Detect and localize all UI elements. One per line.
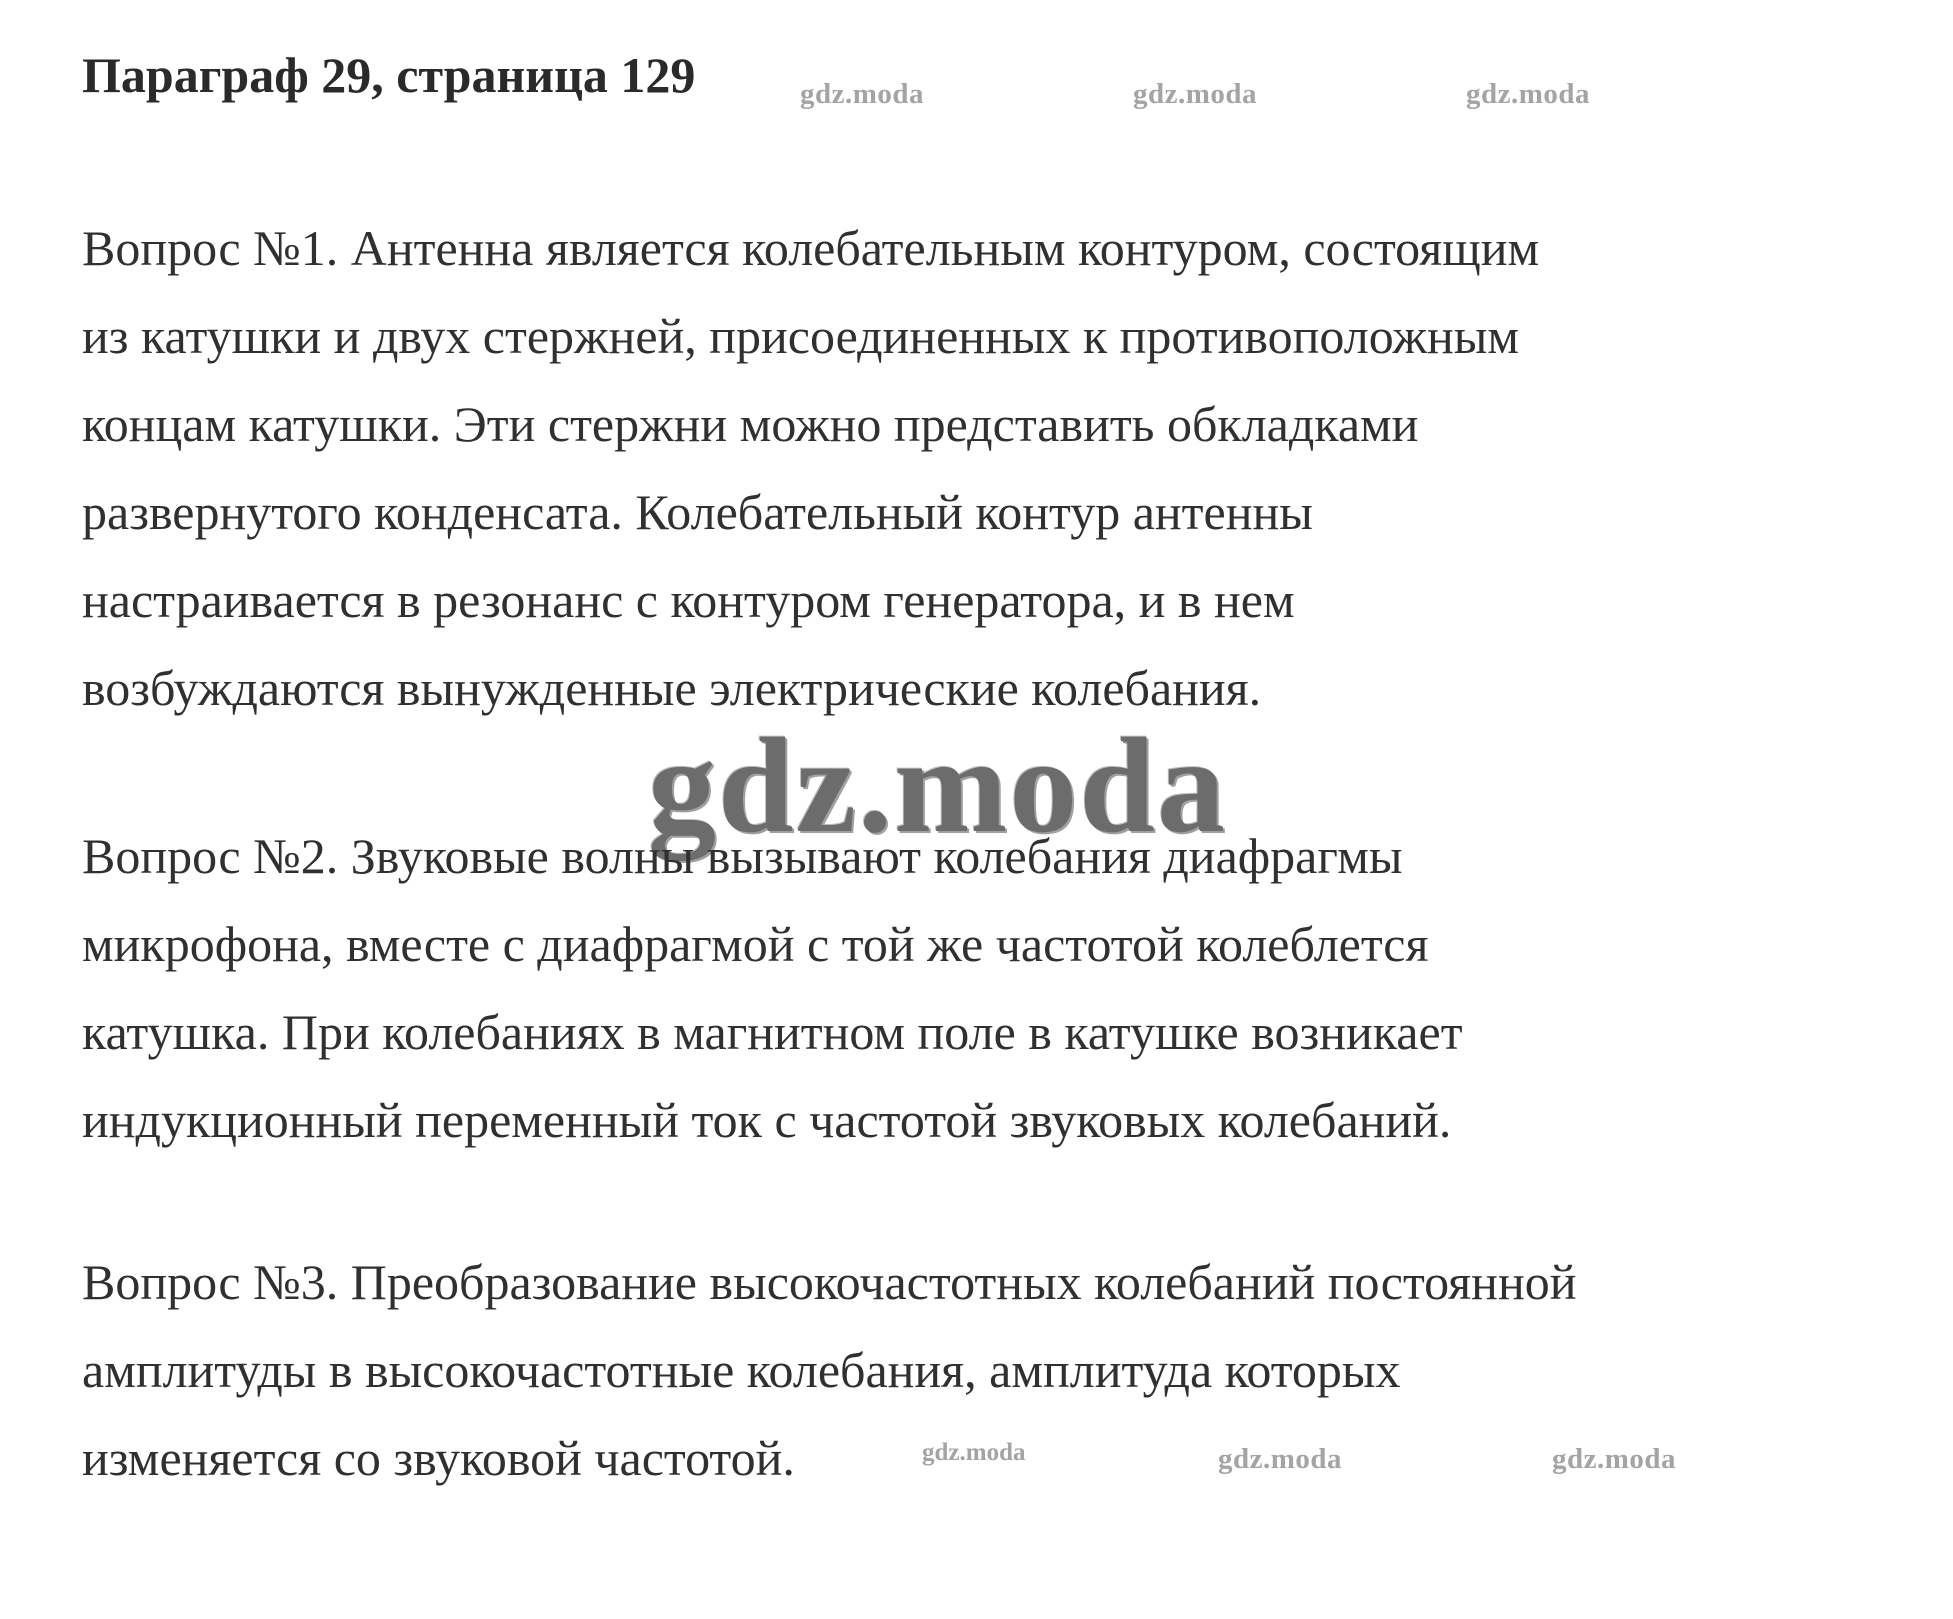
question-1 — [82, 204, 1539, 732]
text-line: Вопрос №3. Преобразование высокочастотных колебаний постоянной — [82, 1254, 1577, 1310]
text-line: индукционный переменный ток с частотой звуковых колебаний. — [82, 1092, 1452, 1148]
text-line: Вопрос №1. Антенна является колебательным контуром, состоящим — [82, 220, 1540, 276]
text-line: из катушки и двух стержней, присоединенных к противоположным — [82, 308, 1519, 364]
text-line: амплитуды в высокочастотные колебания, амплитуда которых — [82, 1342, 1401, 1398]
watermark-small: gdz.moda — [1133, 78, 1258, 110]
text-line: развернутого конденсата. Колебательный контур антенны — [82, 484, 1313, 540]
watermark-small: gdz.moda — [800, 78, 925, 110]
question-2 — [82, 812, 1463, 1164]
watermark-large: gdz.moda — [648, 711, 1227, 861]
text-line: Вопрос №2. Звуковые волны вызывают колебания диафрагмы — [82, 828, 1403, 884]
text-line: катушка. При колебаниях в магнитном поле в катушке возникает — [82, 1004, 1463, 1060]
text-line: изменяется со звуковой частотой. — [82, 1430, 795, 1486]
question-3 — [82, 1238, 1576, 1502]
page-heading: Параграф 29, страница 129 — [82, 47, 696, 103]
watermark-small: gdz.moda — [922, 1439, 1026, 1466]
text-line: микрофона, вместе с диафрагмой с той же частотой колеблется — [82, 916, 1429, 972]
watermark-small: gdz.moda — [1466, 78, 1591, 110]
watermark-small: gdz.moda — [1552, 1443, 1677, 1475]
text-line: настраивается в резонанс с контуром генератора, и в нем — [82, 572, 1295, 628]
text-line: концам катушки. Эти стержни можно представить обкладками — [82, 396, 1419, 452]
text-line: возбуждаются вынужденные электрические колебания. — [82, 660, 1262, 716]
watermark-small: gdz.moda — [1218, 1443, 1343, 1475]
